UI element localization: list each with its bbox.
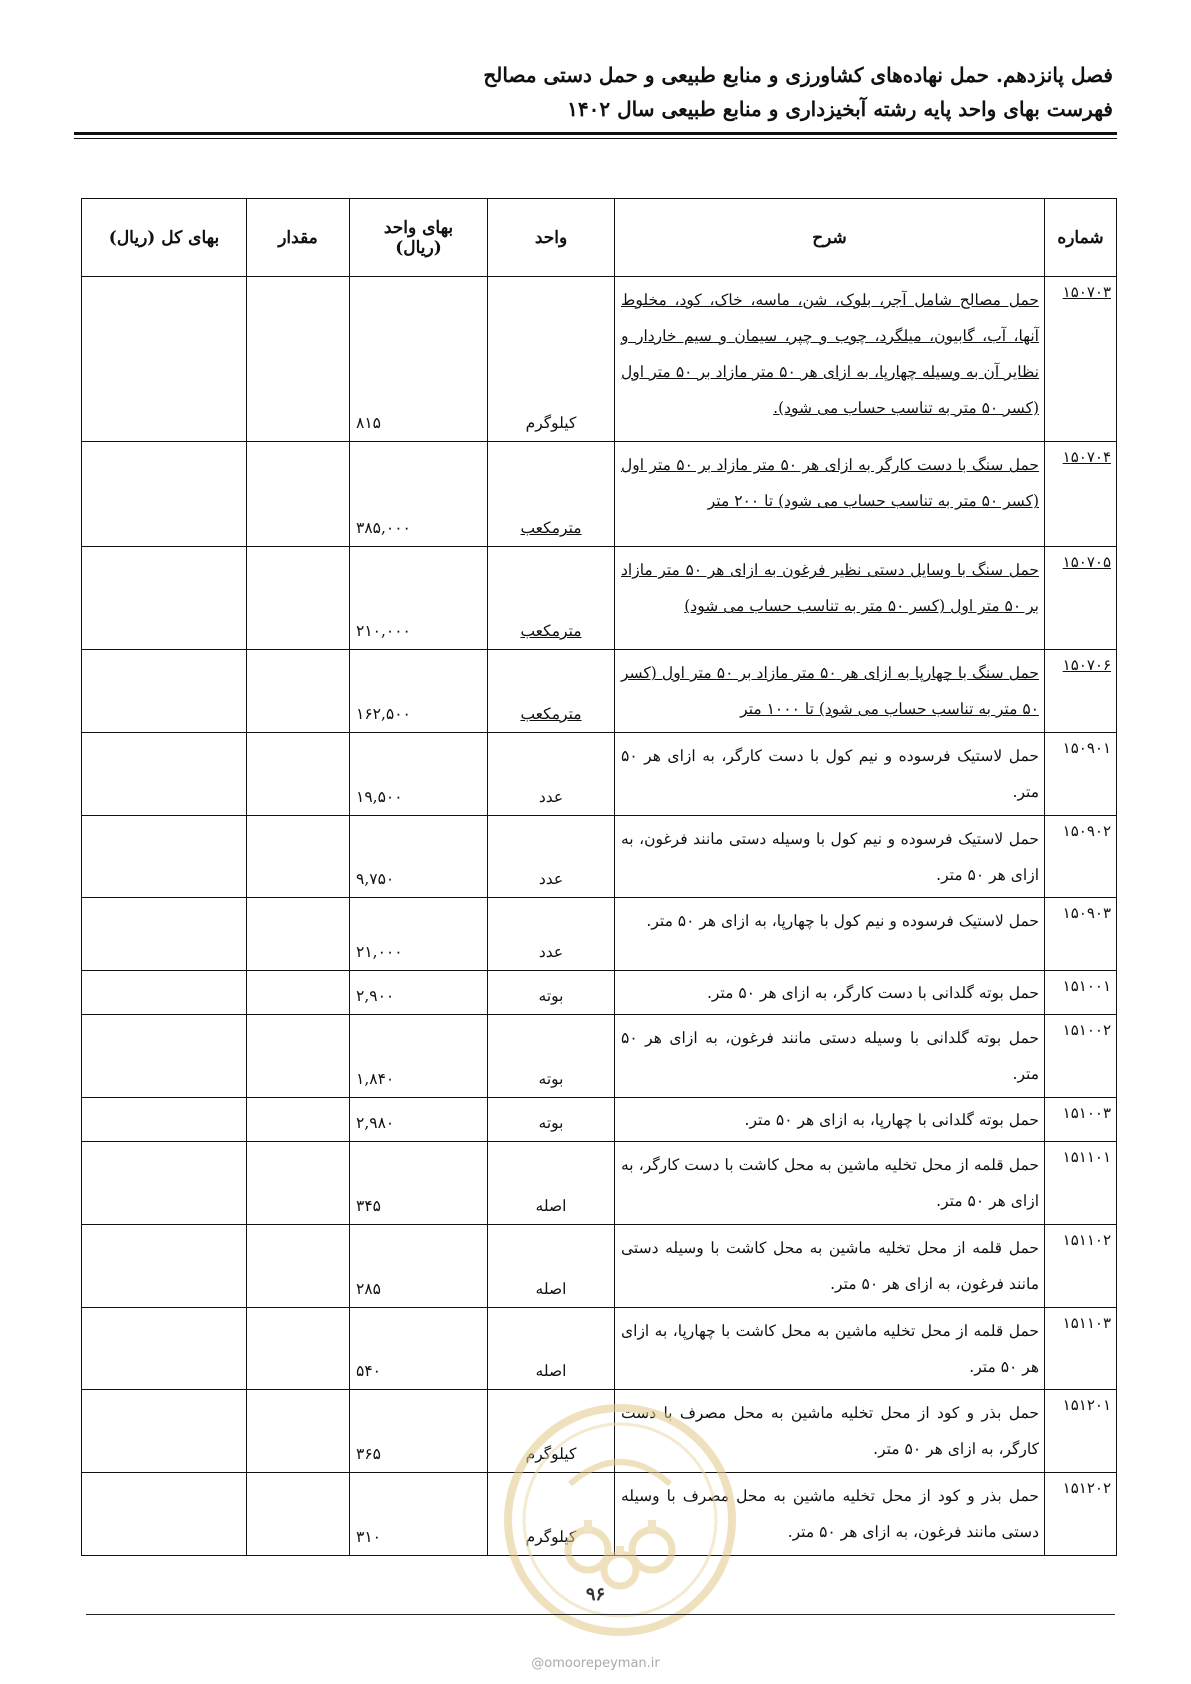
- row-total-price: [82, 1015, 247, 1098]
- row-unit-price: ۱,۸۴۰: [350, 1015, 488, 1098]
- row-unit: عدد: [488, 732, 615, 815]
- row-description: حمل سنگ با دست کارگر به ازای هر ۵۰ متر مازاد بر ۵۰ متر اول (کسر ۵۰ متر به تناسب حساب می شود) تا ۲۰۰ متر: [615, 442, 1045, 547]
- row-total-price: [82, 442, 247, 547]
- document-title: فهرست بهای واحد پایه رشته آبخیزداری و منابع طبیعی سال ۱۴۰۲: [567, 97, 1113, 121]
- col-header-unit-price-line1: بهای واحد: [383, 217, 454, 238]
- row-description: حمل مصالح شامل آجر، بلوک، شن، ماسه، خاک، کود، مخلوط آنها، آب، گابیون، میلگرد، چوب و چپر، سیمان و سیم خاردار و نظایر آن به وسیله چهارپا، به ازای هر ۵۰ متر مازاد بر ۵۰ متر اول (کسر ۵۰ متر به تناسب حساب می شود).: [615, 277, 1045, 442]
- table-row: [82, 970, 1117, 1014]
- row-quantity: [247, 1142, 350, 1225]
- row-unit: مترمکعب: [488, 547, 615, 650]
- table-row: [82, 1097, 1117, 1141]
- col-header-unit-price-line2: (ریال): [395, 237, 442, 258]
- row-code: ۱۵۰۹۰۱: [1045, 732, 1117, 815]
- row-total-price: [82, 815, 247, 898]
- row-quantity: [247, 815, 350, 898]
- col-header-total: بهای کل (ریال): [82, 199, 247, 277]
- row-quantity: [247, 1473, 350, 1556]
- row-code: ۱۵۰۷۰۳: [1045, 277, 1117, 442]
- table-row: [82, 1473, 1117, 1556]
- row-unit-price: ۲,۹۰۰: [350, 970, 488, 1014]
- table-row: [82, 1225, 1117, 1308]
- row-total-price: [82, 898, 247, 971]
- row-code: ۱۵۰۷۰۶: [1045, 650, 1117, 733]
- row-code: ۱۵۱۲۰۱: [1045, 1390, 1117, 1473]
- row-unit: کیلوگرم: [488, 1390, 615, 1473]
- row-unit: بوته: [488, 1015, 615, 1098]
- row-total-price: [82, 650, 247, 733]
- row-unit: مترمکعب: [488, 442, 615, 547]
- row-description: حمل بذر و کود از محل تخلیه ماشین به محل مصرف با وسیله دستی مانند فرغون، به ازای هر ۵۰ متر.: [615, 1473, 1045, 1556]
- header-rule-thin: [74, 138, 1117, 139]
- row-description: حمل سنگ با وسایل دستی نظیر فرغون به ازای هر ۵۰ متر مازاد بر ۵۰ متر اول (کسر ۵۰ متر به تناسب حساب می شود): [615, 547, 1045, 650]
- row-unit-price: ۲۱,۰۰۰: [350, 898, 488, 971]
- row-code: ۱۵۰۷۰۵: [1045, 547, 1117, 650]
- row-total-price: [82, 1097, 247, 1141]
- row-total-price: [82, 732, 247, 815]
- row-unit: اصله: [488, 1142, 615, 1225]
- col-header-unit-price: [350, 199, 488, 277]
- row-code: ۱۵۰۷۰۴: [1045, 442, 1117, 547]
- row-unit-price: ۳۱۰: [350, 1473, 488, 1556]
- row-quantity: [247, 970, 350, 1014]
- row-code: ۱۵۱۱۰۳: [1045, 1307, 1117, 1390]
- row-description: حمل لاستیک فرسوده و نیم کول با چهارپا، به ازای هر ۵۰ متر.: [615, 898, 1045, 971]
- footer-rule: [86, 1614, 1115, 1615]
- col-header-unit: واحد: [488, 199, 615, 277]
- row-unit-price: ۳۴۵: [350, 1142, 488, 1225]
- row-description: حمل سنگ با چهارپا به ازای هر ۵۰ متر مازاد بر ۵۰ متر اول (کسر ۵۰ متر به تناسب حساب می شود) تا ۱۰۰۰ متر: [615, 650, 1045, 733]
- row-code: ۱۵۰۹۰۳: [1045, 898, 1117, 971]
- row-description: حمل بذر و کود از محل تخلیه ماشین به محل مصرف با دست کارگر، به ازای هر ۵۰ متر.: [615, 1390, 1045, 1473]
- row-total-price: [82, 1473, 247, 1556]
- row-description: حمل بوته گلدانی با دست کارگر، به ازای هر ۵۰ متر.: [615, 970, 1045, 1014]
- header-rule-thick: [74, 132, 1117, 135]
- row-unit-price: ۸۱۵: [350, 277, 488, 442]
- row-unit-price: ۳۸۵,۰۰۰: [350, 442, 488, 547]
- row-description: حمل لاستیک فرسوده و نیم کول با دست کارگر، به ازای هر ۵۰ متر.: [615, 732, 1045, 815]
- col-header-code: شماره: [1045, 199, 1117, 277]
- row-total-price: [82, 277, 247, 442]
- table-row: [82, 547, 1117, 650]
- row-quantity: [247, 898, 350, 971]
- row-unit-price: ۱۹,۵۰۰: [350, 732, 488, 815]
- table-row: [82, 732, 1117, 815]
- row-description: حمل بوته گلدانی با چهارپا، به ازای هر ۵۰ متر.: [615, 1097, 1045, 1141]
- row-code: ۱۵۱۰۰۱: [1045, 970, 1117, 1014]
- table-row: [82, 1142, 1117, 1225]
- row-description: حمل قلمه از محل تخلیه ماشین به محل کاشت با دست کارگر، به ازای هر ۵۰ متر.: [615, 1142, 1045, 1225]
- row-unit: کیلوگرم: [488, 1473, 615, 1556]
- row-quantity: [247, 1390, 350, 1473]
- row-quantity: [247, 1097, 350, 1141]
- row-code: ۱۵۱۰۰۳: [1045, 1097, 1117, 1141]
- row-code: ۱۵۱۰۰۲: [1045, 1015, 1117, 1098]
- row-description: حمل لاستیک فرسوده و نیم کول با وسیله دستی مانند فرغون، به ازای هر ۵۰ متر.: [615, 815, 1045, 898]
- chapter-title: فصل پانزدهم. حمل نهاده‌های کشاورزی و منابع طبیعی و حمل دستی مصالح: [483, 63, 1113, 87]
- site-watermark: @omoorepeyman.ir: [531, 1656, 660, 1671]
- row-description: حمل بوته گلدانی با وسیله دستی مانند فرغون، به ازای هر ۵۰ متر.: [615, 1015, 1045, 1098]
- table-row: [82, 815, 1117, 898]
- row-unit-price: ۹,۷۵۰: [350, 815, 488, 898]
- row-unit-price: ۱۶۲,۵۰۰: [350, 650, 488, 733]
- row-quantity: [247, 1225, 350, 1308]
- table-row: [82, 1307, 1117, 1390]
- row-code: ۱۵۱۲۰۲: [1045, 1473, 1117, 1556]
- row-total-price: [82, 1225, 247, 1308]
- row-unit: کیلوگرم: [488, 277, 615, 442]
- row-description: حمل قلمه از محل تخلیه ماشین به محل کاشت با چهارپا، به ازای هر ۵۰ متر.: [615, 1307, 1045, 1390]
- table-row: [82, 442, 1117, 547]
- table-header-row: [82, 199, 1117, 277]
- row-total-price: [82, 1307, 247, 1390]
- row-code: ۱۵۰۹۰۲: [1045, 815, 1117, 898]
- row-unit-price: ۲,۹۸۰: [350, 1097, 488, 1141]
- row-quantity: [247, 1307, 350, 1390]
- table-row: [82, 277, 1117, 442]
- row-quantity: [247, 732, 350, 815]
- row-unit: عدد: [488, 815, 615, 898]
- row-unit: اصله: [488, 1225, 615, 1308]
- row-unit-price: ۵۴۰: [350, 1307, 488, 1390]
- row-total-price: [82, 547, 247, 650]
- row-unit-price: ۳۶۵: [350, 1390, 488, 1473]
- col-header-quantity: مقدار: [247, 199, 350, 277]
- col-header-desc: شرح: [615, 199, 1045, 277]
- row-total-price: [82, 970, 247, 1014]
- page-number: ۹۶: [585, 1584, 606, 1605]
- row-quantity: [247, 1015, 350, 1098]
- row-unit: اصله: [488, 1307, 615, 1390]
- row-unit: بوته: [488, 970, 615, 1014]
- row-quantity: [247, 547, 350, 650]
- row-quantity: [247, 650, 350, 733]
- row-total-price: [82, 1390, 247, 1473]
- price-table: [81, 198, 1117, 1556]
- table-row: [82, 898, 1117, 971]
- row-unit: عدد: [488, 898, 615, 971]
- row-unit-price: ۲۱۰,۰۰۰: [350, 547, 488, 650]
- row-unit: بوته: [488, 1097, 615, 1141]
- row-code: ۱۵۱۱۰۲: [1045, 1225, 1117, 1308]
- table-row: [82, 1390, 1117, 1473]
- row-code: ۱۵۱۱۰۱: [1045, 1142, 1117, 1225]
- table-row: [82, 650, 1117, 733]
- row-unit-price: ۲۸۵: [350, 1225, 488, 1308]
- table-row: [82, 1015, 1117, 1098]
- row-quantity: [247, 442, 350, 547]
- row-description: حمل قلمه از محل تخلیه ماشین به محل کاشت با وسیله دستی مانند فرغون، به ازای هر ۵۰ متر.: [615, 1225, 1045, 1308]
- row-quantity: [247, 277, 350, 442]
- page-header: [73, 58, 1113, 126]
- row-unit: مترمکعب: [488, 650, 615, 733]
- row-total-price: [82, 1142, 247, 1225]
